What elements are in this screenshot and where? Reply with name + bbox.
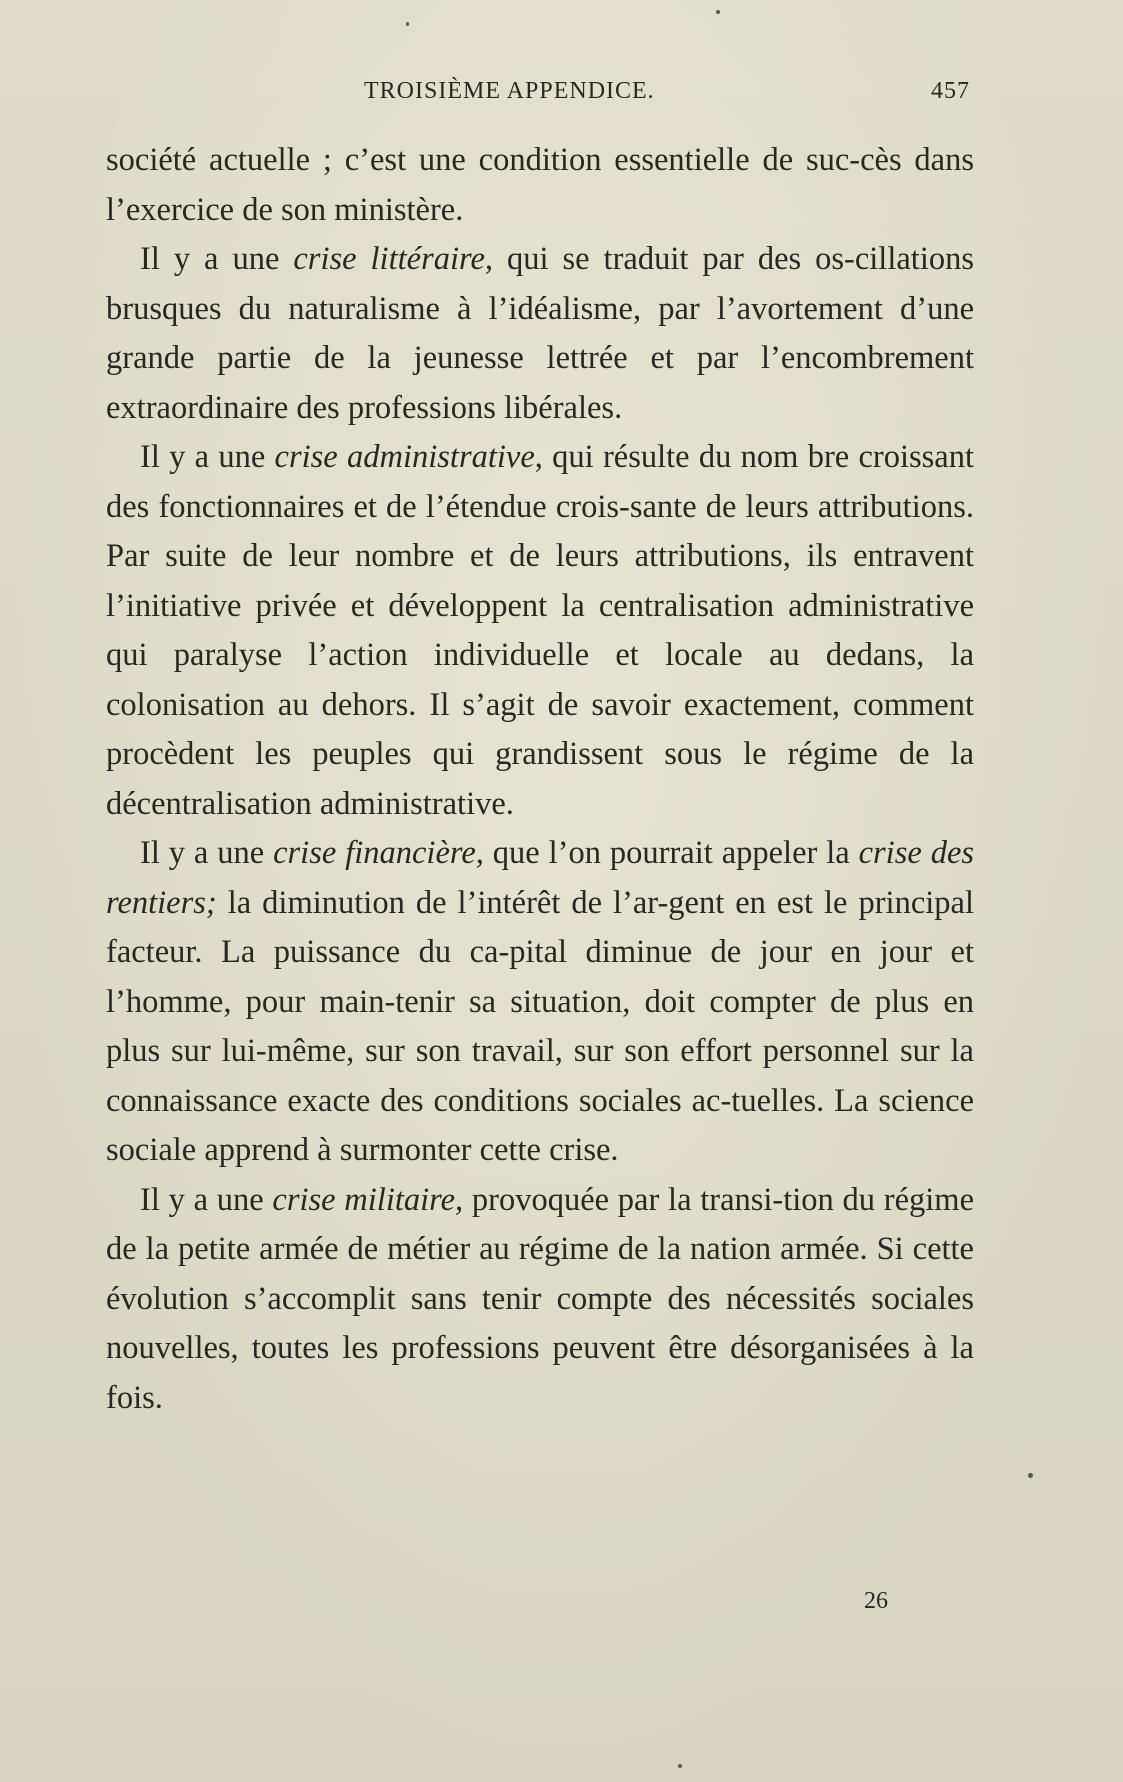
paragraph-text: société actuelle ; c’est une condition essentielle de suc-cès dans l’exercice de son ministère. xyxy=(106,142,974,228)
paragraph-text: Il y a une xyxy=(140,241,294,277)
body-text xyxy=(106,136,974,1423)
paragraph xyxy=(106,1176,974,1424)
paragraph-text: , qui résulte du nom bre croissant des fonctionnaires et de l’étendue crois-sante de leurs attributions. Par suite de leur nombre et de leurs attributions, ils entravent l’initiative privée et développent la centralisation administrative qui paralyse l’action individuelle et locale au dedans, la colonisation au dehors. Il s’agit de savoir exactement, comment procèdent les peuples qui grandissent sous le régime de la décentralisation administrative. xyxy=(106,439,974,822)
running-title: TROISIÈME APPENDICE. xyxy=(364,78,655,104)
paragraph xyxy=(106,136,974,235)
paragraph xyxy=(106,235,974,433)
paper-speck xyxy=(1028,1473,1033,1478)
paper-speck xyxy=(716,10,720,14)
paper-speck xyxy=(406,22,409,26)
italic-term: crise des rentiers; xyxy=(106,835,975,921)
paragraph-text: que l’on pourrait appeler la xyxy=(483,835,859,871)
italic-term: crise littéraire, xyxy=(293,241,493,277)
italic-term: crise financière, xyxy=(273,835,484,871)
paragraph-text: provoquée par la transi-tion du régime de la petite armée de métier au régime de la nation armée. Si cette évolution s’accomplit sans tenir compte des nécessités sociales nouvelles, toutes les professions peuvent être désorganisées à la fois. xyxy=(106,1181,975,1416)
paragraph-text: la diminution de l’intérêt de l’ar-gent en est le principal facteur. La puissance du ca-pital diminue de jour en jour et l’homme, pour main-tenir sa situation, doit compter de plus en plus sur lui-même, sur son travail, sur son effort personnel sur la connaissance exacte des conditions sociales ac-tuelles. La science sociale apprend à surmonter cette crise. xyxy=(106,884,974,1168)
italic-term: crise militaire, xyxy=(272,1181,464,1218)
running-head xyxy=(106,78,970,110)
page-number: 457 xyxy=(931,78,970,104)
paragraph xyxy=(106,433,974,829)
paragraph-text: qui se traduit par des os-cillations brusques du naturalisme à l’idéalisme, par l’avortement d’une grande partie de la jeunesse lettrée et par l’encombrement extraordinaire des professions libérales. xyxy=(106,241,974,426)
paragraph-text: Il y a une xyxy=(140,835,274,871)
paragraph-text: Il y a une xyxy=(140,1181,273,1218)
paragraph-text: Il y a une xyxy=(140,439,275,475)
signature-mark: 26 xyxy=(864,1588,888,1614)
italic-term: crise administrative xyxy=(274,439,535,475)
paper-speck xyxy=(678,1764,682,1768)
paragraph xyxy=(106,829,974,1176)
